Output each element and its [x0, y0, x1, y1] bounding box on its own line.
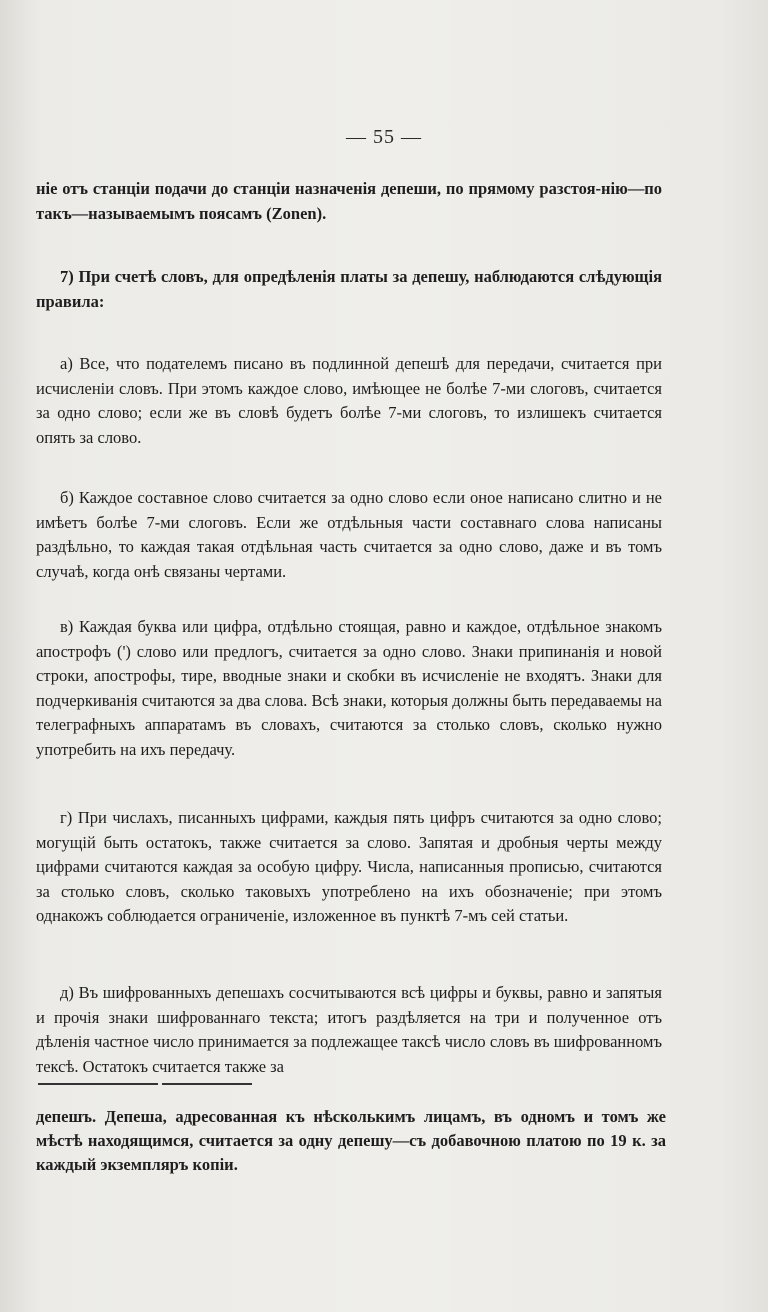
clause-g-text: г) При числахъ, писанныхъ цифрами, каждыя пять цифръ считаются за одно слово; могущій быть остатокъ, также считается за слово. Запятая и дробныя черты между цифрами считаются каждая за особую цифру. Числа, написанныя прописью, считаются за столько словъ, сколько таковыхъ употреблено на ихъ обозначеніе; при этомъ однакожъ соблюдается ограниченіе, изложенное въ пунктѣ 7-мъ сей статьи.: [36, 808, 662, 925]
clause-d-paragraph: [36, 981, 662, 1079]
clause-d-text: д) Въ шифрованныхъ депешахъ сосчитываются всѣ цифры и буквы, равно и запятыя и прочія знаки шифрованнаго текста; итогъ раздѣляется на три и полученное отъ дѣленія частное число принимается за подлежащее таксѣ число словъ въ шифрованномъ тексѣ. Остатокъ считается также за: [36, 983, 662, 1076]
footnote-text: депешъ. Депеша, адресованная къ нѣсколькимъ лицамъ, въ одномъ и томъ же мѣстѣ находящимся, считается за одну депешу—съ добавочною платою по 19 к. за каждый экземпляръ копіи.: [36, 1107, 666, 1174]
footnote-separator: [38, 1083, 252, 1085]
clause-v-text: в) Каждая буква или цифра, отдѣльно стоящая, равно и каждое, отдѣльное знакомъ апострофъ (') слово или предлогъ, считается за одно слово. Знаки припинанія и новой строки, апострофы, тире, вводные знаки и скобки въ исчисленіе не входятъ. Знаки для подчеркиванія считаются за два слова. Всѣ знаки, которыя должны быть передаваемы на телеграфныхъ аппаратамъ въ словахъ, считаются за столько словъ, сколько нужно употребить на ихъ передачу.: [36, 617, 662, 759]
clause-g-paragraph: [36, 806, 662, 929]
clause-v-paragraph: [36, 615, 662, 762]
clause-b-text: б) Каждое составное слово считается за одно слово если оное написано слитно и не имѣетъ болѣе 7-ми слоговъ. Если же отдѣльныя части составнаго слова написаны раздѣльно, то каждая такая отдѣльная часть считается за одно слово, даже и въ томъ случаѣ, когда онѣ связаны чертами.: [36, 488, 662, 581]
footnote: [36, 1105, 666, 1177]
clause-a-text: а) Все, что подателемъ писано въ подлинной депешѣ для передачи, считается при исчисленіи словъ. При этомъ каждое слово, имѣющее не болѣе 7-ми слоговъ, считается за одно слово; если же въ словѣ будетъ болѣе 7-ми слоговъ, то излишекъ считается опять за слово.: [36, 354, 662, 447]
rule-7-paragraph: [36, 265, 662, 314]
clause-b-paragraph: [36, 486, 662, 584]
page-number: — 55 —: [346, 126, 422, 148]
intro-text: ніе отъ станціи подачи до станціи назначенія депеши, по прямому разстоя-нію—по такъ—называемымъ поясамъ (Zonen).: [36, 179, 662, 223]
clause-a-paragraph: [36, 352, 662, 450]
intro-paragraph: [36, 177, 662, 226]
rule-7-text: 7) При счетѣ словъ, для опредѣленія платы за депешу, наблюдаются слѣдующія правила:: [36, 267, 662, 311]
